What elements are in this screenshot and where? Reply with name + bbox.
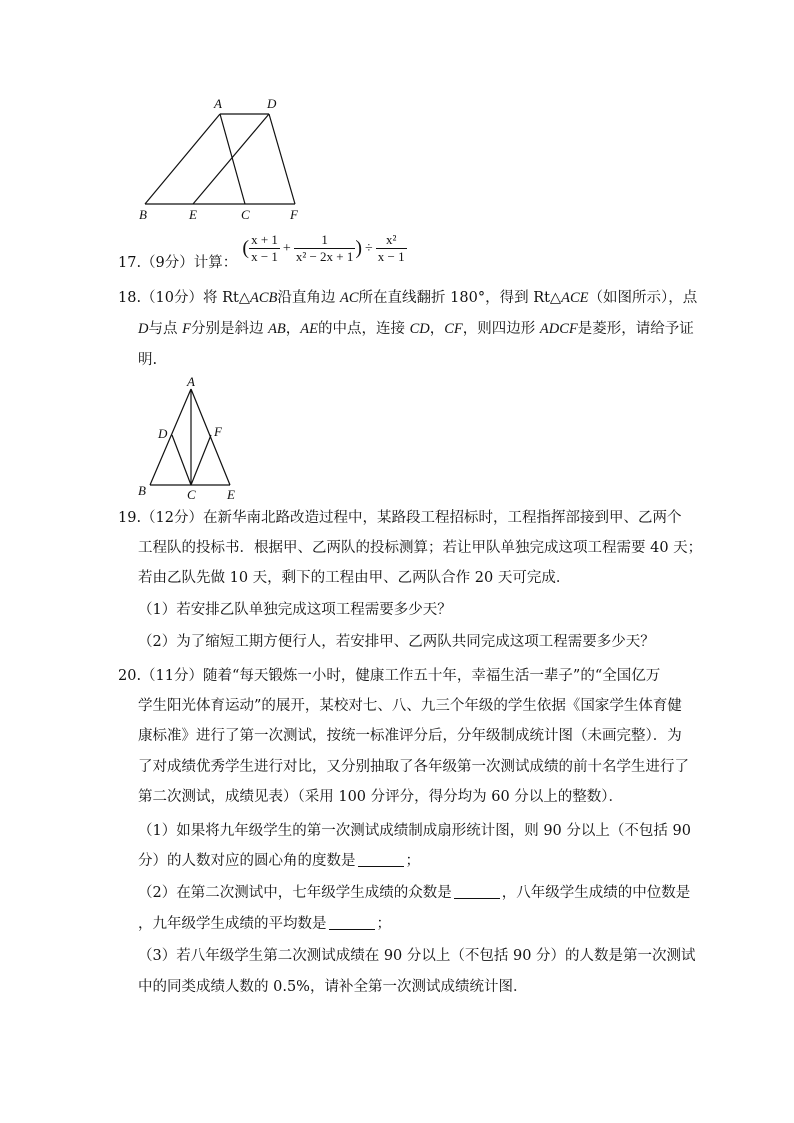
q20-s1b-text: 分）的人数对应的圆心角的度数是 xyxy=(138,853,356,869)
q20-subquestion-3a: （3）若八年级学生第二次测试成绩在 90 分以上（不包括 90 分）的人数是第一次测试 xyxy=(138,948,696,964)
q17-f3-num: x² xyxy=(376,232,407,249)
q18-ace: ACE xyxy=(561,290,589,306)
figure-triangles xyxy=(135,375,245,503)
q18-d: D xyxy=(138,321,149,337)
label-C: C xyxy=(241,207,250,222)
q18-line-1 xyxy=(118,288,697,308)
q20-s2b-text: ，九年级学生成绩的平均数是 xyxy=(138,916,327,932)
q18-cf: CF xyxy=(444,321,463,337)
seg-DF xyxy=(269,114,295,204)
q20-line-3: 康标准》进行了第一次测试，按统一标准评分后，分年级制成统计图（未画完整）．为 xyxy=(138,728,682,744)
q18-adcf: ADCF xyxy=(539,321,578,337)
q17-lparen: ( xyxy=(242,237,250,259)
question-19 xyxy=(118,508,703,658)
answer-blank-2[interactable] xyxy=(454,884,500,899)
seg-DE xyxy=(193,114,269,204)
q18-line-3: 明. xyxy=(138,352,158,368)
q18-text: （如图所示），点 xyxy=(588,290,698,306)
q18-text: 的中点，连接 xyxy=(318,321,410,337)
label-D: D xyxy=(267,96,277,111)
figure-parallelograms xyxy=(135,92,310,222)
q19-line-2: 工程队的投标书．根据甲、乙两队的投标测算；若让甲队单独完成这项工程需要 40 天； xyxy=(138,540,703,556)
q17-fraction-2 xyxy=(294,232,356,265)
q18-ac: AC xyxy=(340,290,359,306)
q18-text: 18.（10分）将 Rt△ xyxy=(118,290,251,306)
label-E: E xyxy=(227,487,235,502)
q20-line-1: 20.（11分）随着“每天锻炼一小时，健康工作五十年，幸福生活一辈子”的“全国亿万 xyxy=(118,668,661,684)
q17-prefix: 17.（9分）计算： xyxy=(118,255,238,271)
q20-subquestion-1a: （1）如果将九年级学生的第一次测试成绩制成扇形统计图，则 90 分以上（不包括 90 xyxy=(138,823,691,839)
q18-text: 与点 xyxy=(148,321,183,337)
q18-text: ，则四边形 xyxy=(462,321,540,337)
q20-subquestion-2b xyxy=(138,914,391,934)
label-B: B xyxy=(138,483,146,498)
q18-text: 分别是斜边 xyxy=(190,321,269,337)
q19-subquestion-1: （1）若安排乙队单独完成这项工程需要多少天？ xyxy=(138,602,452,618)
label-A: A xyxy=(214,96,222,111)
q19-subquestion-2: （2）为了缩短工期方便行人，若安排甲、乙两队共同完成这项工程需要多少天？ xyxy=(138,634,655,650)
q19-line-3: 若由乙队先做 10 天，剩下的工程由甲、乙两队合作 20 天可完成． xyxy=(138,570,571,586)
q19-line-1: 19.（12分）在新华南北路改造过程中，某路段工程招标时，工程指挥部接到甲、乙两个 xyxy=(118,510,682,526)
q18-ab: AB xyxy=(268,321,286,337)
q17-f2-num: 1 xyxy=(294,232,356,249)
q18-text: 沿直角边 xyxy=(277,290,341,306)
q20-subquestion-2a xyxy=(138,883,690,903)
q18-text: ， xyxy=(429,321,445,337)
seg-DC xyxy=(172,435,191,485)
seg-AB xyxy=(150,389,191,485)
question-18 xyxy=(118,288,698,378)
answer-blank-3[interactable] xyxy=(329,915,375,930)
q18-cd: CD xyxy=(409,321,430,337)
q17-f3-den: x − 1 xyxy=(377,249,405,264)
q17-f1-den: x − 1 xyxy=(251,249,278,264)
q17-rparen: ) xyxy=(355,237,363,259)
q17-fraction-1 xyxy=(249,232,280,265)
label-F: F xyxy=(214,424,222,439)
q17-f1-num: x + 1 xyxy=(251,232,278,247)
q17-div: ÷ xyxy=(365,240,373,256)
question-20 xyxy=(118,666,696,1006)
q18-text: 所在直线翻折 180°，得到 Rt△ xyxy=(358,290,562,306)
seg-AC xyxy=(220,114,245,204)
label-E: E xyxy=(189,207,197,222)
q20-line-5: 第二次测试，成绩见表）（采用 100 分评分，得分均为 60 分以上的整数）． xyxy=(138,789,624,805)
q20-line-2: 学生阳光体育运动”的展开，某校对七、八、九三个年级的学生依据《国家学生体育健 xyxy=(138,698,682,714)
q17-plus: + xyxy=(282,240,291,256)
q20-line-4: 了对成绩优秀学生进行对比，又分别抽取了各年级第一次测试成绩的前十名学生进行了 xyxy=(138,759,689,775)
q20-s2a-mid: ，八年级学生成绩的中位数是 xyxy=(501,885,691,901)
seg-AB xyxy=(145,114,220,204)
q18-ae: AE xyxy=(300,321,318,337)
label-C: C xyxy=(187,487,196,502)
question-17 xyxy=(118,232,407,274)
q20-s1b-end: ； xyxy=(405,853,420,869)
q18-f: F xyxy=(182,321,191,337)
q20-s2a-text: （2）在第二次测试中，七年级学生成绩的众数是 xyxy=(138,885,452,901)
q20-subquestion-3b: 中的同类成绩人数的 0.5%，请补全第一次测试成绩统计图． xyxy=(138,979,528,995)
q20-subquestion-1b xyxy=(138,851,420,871)
label-B: B xyxy=(139,207,147,222)
label-D: D xyxy=(158,426,168,441)
q17-f2-den: x² − 2x + 1 xyxy=(295,249,354,264)
q18-text: ， xyxy=(285,321,301,337)
q18-acb: ACB xyxy=(250,290,278,306)
q17-fraction-3 xyxy=(376,232,407,265)
q18-text: 是菱形，请给予证 xyxy=(577,321,694,337)
answer-blank-1[interactable] xyxy=(358,852,404,867)
label-A: A xyxy=(187,375,195,389)
seg-FC xyxy=(191,435,211,485)
label-F: F xyxy=(290,207,298,222)
q18-line-2 xyxy=(138,319,694,339)
q20-s2b-end: ； xyxy=(376,916,391,932)
